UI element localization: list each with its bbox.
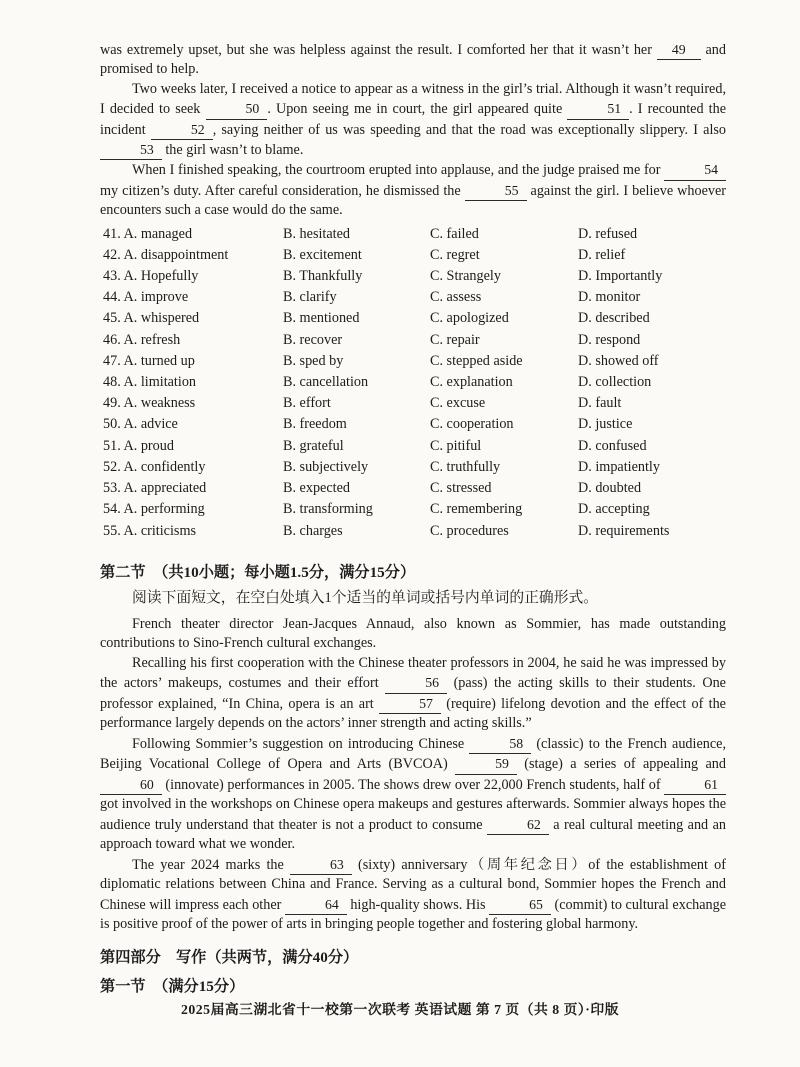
blank-63: 63 xyxy=(290,855,352,876)
option-cell-d: D. described xyxy=(578,310,650,327)
option-cell-b: B. cancellation xyxy=(283,374,369,391)
option-cell-a: 45. A. whispered xyxy=(103,310,200,327)
option-cell-c: C. pitiful xyxy=(430,437,482,454)
cloze-passage xyxy=(100,40,726,221)
option-cell-d: D. relief xyxy=(578,246,626,263)
option-cell-d: D. confused xyxy=(578,437,647,454)
page-footer: 2025届高三湖北省十一校第一次联考 英语试题 第 7 页（共 8 页）·印版 xyxy=(180,1002,619,1017)
option-row xyxy=(103,351,726,372)
blank-53: 53 xyxy=(100,140,162,160)
option-row xyxy=(103,224,726,245)
paragraph: Recalling his first cooperation with the Chinese theater professors in 2004, he said he was impressed by the actors’ makeups, costumes and their effort 56 (pass) the acting skills to their students. One professor explained, “In China, opera is an art 57 (require) lifelong devotion and the effect of the performance largely depends on the actors’ inner strength and acting skills.” xyxy=(100,654,726,732)
option-cell-b: B. clarify xyxy=(283,289,337,306)
blank-50: 50 xyxy=(206,99,268,119)
option-row xyxy=(103,372,726,393)
option-cell-d: D. doubted xyxy=(578,480,642,497)
blank-52: 52 xyxy=(151,120,213,140)
option-row xyxy=(103,266,726,287)
option-cell-c: C. remembering xyxy=(430,501,523,518)
option-cell-c: C. stressed xyxy=(430,480,492,497)
option-cell-b: B. hesitated xyxy=(283,225,350,242)
option-cell-a: 50. A. advice xyxy=(103,416,178,433)
option-row xyxy=(103,414,726,435)
option-row xyxy=(103,499,726,520)
option-cell-d: D. accepting xyxy=(578,501,650,518)
option-cell-d: D. showed off xyxy=(578,352,659,369)
blank-61: 61 xyxy=(664,775,726,796)
option-cell-d: D. monitor xyxy=(578,289,641,306)
option-cell-a: 54. A. performing xyxy=(103,501,205,518)
option-cell-d: D. fault xyxy=(578,395,622,412)
option-row xyxy=(103,308,726,329)
option-cell-b: B. expected xyxy=(283,480,350,497)
option-cell-b: B. subjectively xyxy=(283,458,369,475)
blank-62: 62 xyxy=(487,815,549,836)
option-cell-a: 43. A. Hopefully xyxy=(103,268,199,285)
option-cell-c: C. explanation xyxy=(430,374,513,391)
paragraph: The year 2024 marks the 63 (sixty) anniversary（周年纪念日）of the establishment of diplomatic relations between China and France. Serving as a cultural bond, Sommier hopes the French and Chinese will impress each other 64 high-quality shows. His 65 (commit) to cultural exchange is positive proof of the power of arts in bringing people together and fostering global harmony. xyxy=(100,856,726,933)
option-cell-c: C. procedures xyxy=(430,522,509,539)
option-cell-d: D. impatiently xyxy=(578,458,660,475)
option-row xyxy=(103,478,726,499)
section2-header: 第二节 （共10小题；每小题1.5分，满分15分） xyxy=(100,563,416,581)
blank-51: 51 xyxy=(567,99,629,119)
blank-58: 58 xyxy=(469,734,531,755)
blank-55: 55 xyxy=(465,181,527,201)
option-cell-c: C. stepped aside xyxy=(430,352,523,369)
option-cell-b: B. Thankfully xyxy=(283,268,363,285)
blank-56: 56 xyxy=(385,673,447,694)
option-cell-c: C. excuse xyxy=(430,395,486,412)
blank-60: 60 xyxy=(100,775,162,796)
paragraph: was extremely upset, but she was helpless against the result. I comforted her that it wasn’t her 49 and promised to help. xyxy=(100,42,726,78)
gapfill-passage xyxy=(100,615,726,935)
option-row xyxy=(103,287,726,308)
option-cell-c: C. truthfully xyxy=(430,458,501,475)
option-cell-d: D. respond xyxy=(578,331,641,348)
option-cell-c: C. Strangely xyxy=(430,268,501,285)
option-cell-b: B. transforming xyxy=(283,501,373,518)
option-cell-b: B. sped by xyxy=(283,352,344,369)
blank-57: 57 xyxy=(379,694,441,715)
paragraph: When I finished speaking, the courtroom erupted into applause, and the judge praised me for 54 my citizen’s duty. After careful consideration, he dismissed the 55 against the girl. I believe whoever encounters such a case would do the same. xyxy=(100,162,726,219)
paragraph: Following Sommier’s suggestion on introducing Chinese 58 (classic) to the French audience, Beijing Vocational College of Opera and Arts (BVCOA) 59 (stage) a series of appealing and 60 (innovate) performances in 2005. The shows drew over 22,000 French students, half of 61 got involved in the workshops on Chinese opera makeups and gestures afterwards. Sommier always hopes the audience truly understand that theater is not a product to consume 62 a real cultural meeting and an approach toward what we wonder. xyxy=(100,735,726,853)
option-cell-d: D. justice xyxy=(578,416,633,433)
option-cell-b: B. recover xyxy=(283,331,343,348)
blank-64: 64 xyxy=(285,895,347,916)
option-cell-a: 46. A. refresh xyxy=(103,331,181,348)
option-cell-d: D. Importantly xyxy=(578,268,663,285)
option-cell-a: 42. A. disappointment xyxy=(103,246,229,263)
option-cell-c: C. apologized xyxy=(430,310,509,327)
options-table xyxy=(100,224,726,542)
blank-59: 59 xyxy=(455,754,517,775)
option-cell-a: 55. A. criticisms xyxy=(103,522,197,539)
option-cell-a: 51. A. proud xyxy=(103,437,174,454)
option-cell-a: 41. A. managed xyxy=(103,225,193,242)
option-cell-b: B. excitement xyxy=(283,246,362,263)
option-cell-a: 44. A. improve xyxy=(103,289,189,306)
option-cell-b: B. mentioned xyxy=(283,310,360,327)
option-cell-c: C. cooperation xyxy=(430,416,514,433)
page-content xyxy=(100,40,726,999)
option-row xyxy=(103,245,726,266)
option-cell-a: 53. A. appreciated xyxy=(103,480,207,497)
blank-54: 54 xyxy=(664,160,726,180)
option-cell-c: C. repair xyxy=(430,331,480,348)
option-cell-c: C. assess xyxy=(430,289,482,306)
option-cell-b: B. grateful xyxy=(283,437,344,454)
option-cell-c: C. regret xyxy=(430,246,480,263)
option-cell-c: C. failed xyxy=(430,225,479,242)
option-cell-b: B. freedom xyxy=(283,416,347,433)
blank-49: 49 xyxy=(657,40,701,60)
option-cell-a: 48. A. limitation xyxy=(103,374,197,391)
paragraph: French theater director Jean-Jacques Annaud, also known as Sommier, has made outstanding contributions to Sino-French cultural exchanges. xyxy=(100,615,726,652)
option-cell-d: D. refused xyxy=(578,225,638,242)
section2-instruction: 阅读下面短文，在空白处填入1个适当的单词或括号内单词的正确形式。 xyxy=(132,589,599,606)
blank-65: 65 xyxy=(489,895,551,916)
option-row xyxy=(103,393,726,414)
option-cell-a: 47. A. turned up xyxy=(103,352,195,369)
option-row xyxy=(103,436,726,457)
option-cell-b: B. charges xyxy=(283,522,343,539)
paragraph: Two weeks later, I received a notice to appear as a witness in the girl’s trial. Although it wasn’t required, I decided to seek 50 . Upon seeing me in court, the girl appeared quite 51 . I recounted the incident 52 , saying neither of us was speeding and that the road was exceptionally slippery. I also 53 the girl wasn’t to blame. xyxy=(100,80,726,161)
option-cell-a: 52. A. confidently xyxy=(103,458,206,475)
option-row xyxy=(103,521,726,542)
option-cell-d: D. requirements xyxy=(578,522,670,539)
option-row xyxy=(103,457,726,478)
part4-section1-header: 第一节 （满分15分） xyxy=(100,977,245,995)
option-cell-a: 49. A. weakness xyxy=(103,395,196,412)
option-cell-b: B. effort xyxy=(283,395,331,412)
part4-header: 第四部分 写作（共两节，满分40分） xyxy=(100,948,359,966)
option-row xyxy=(103,330,726,351)
option-cell-d: D. collection xyxy=(578,374,652,391)
